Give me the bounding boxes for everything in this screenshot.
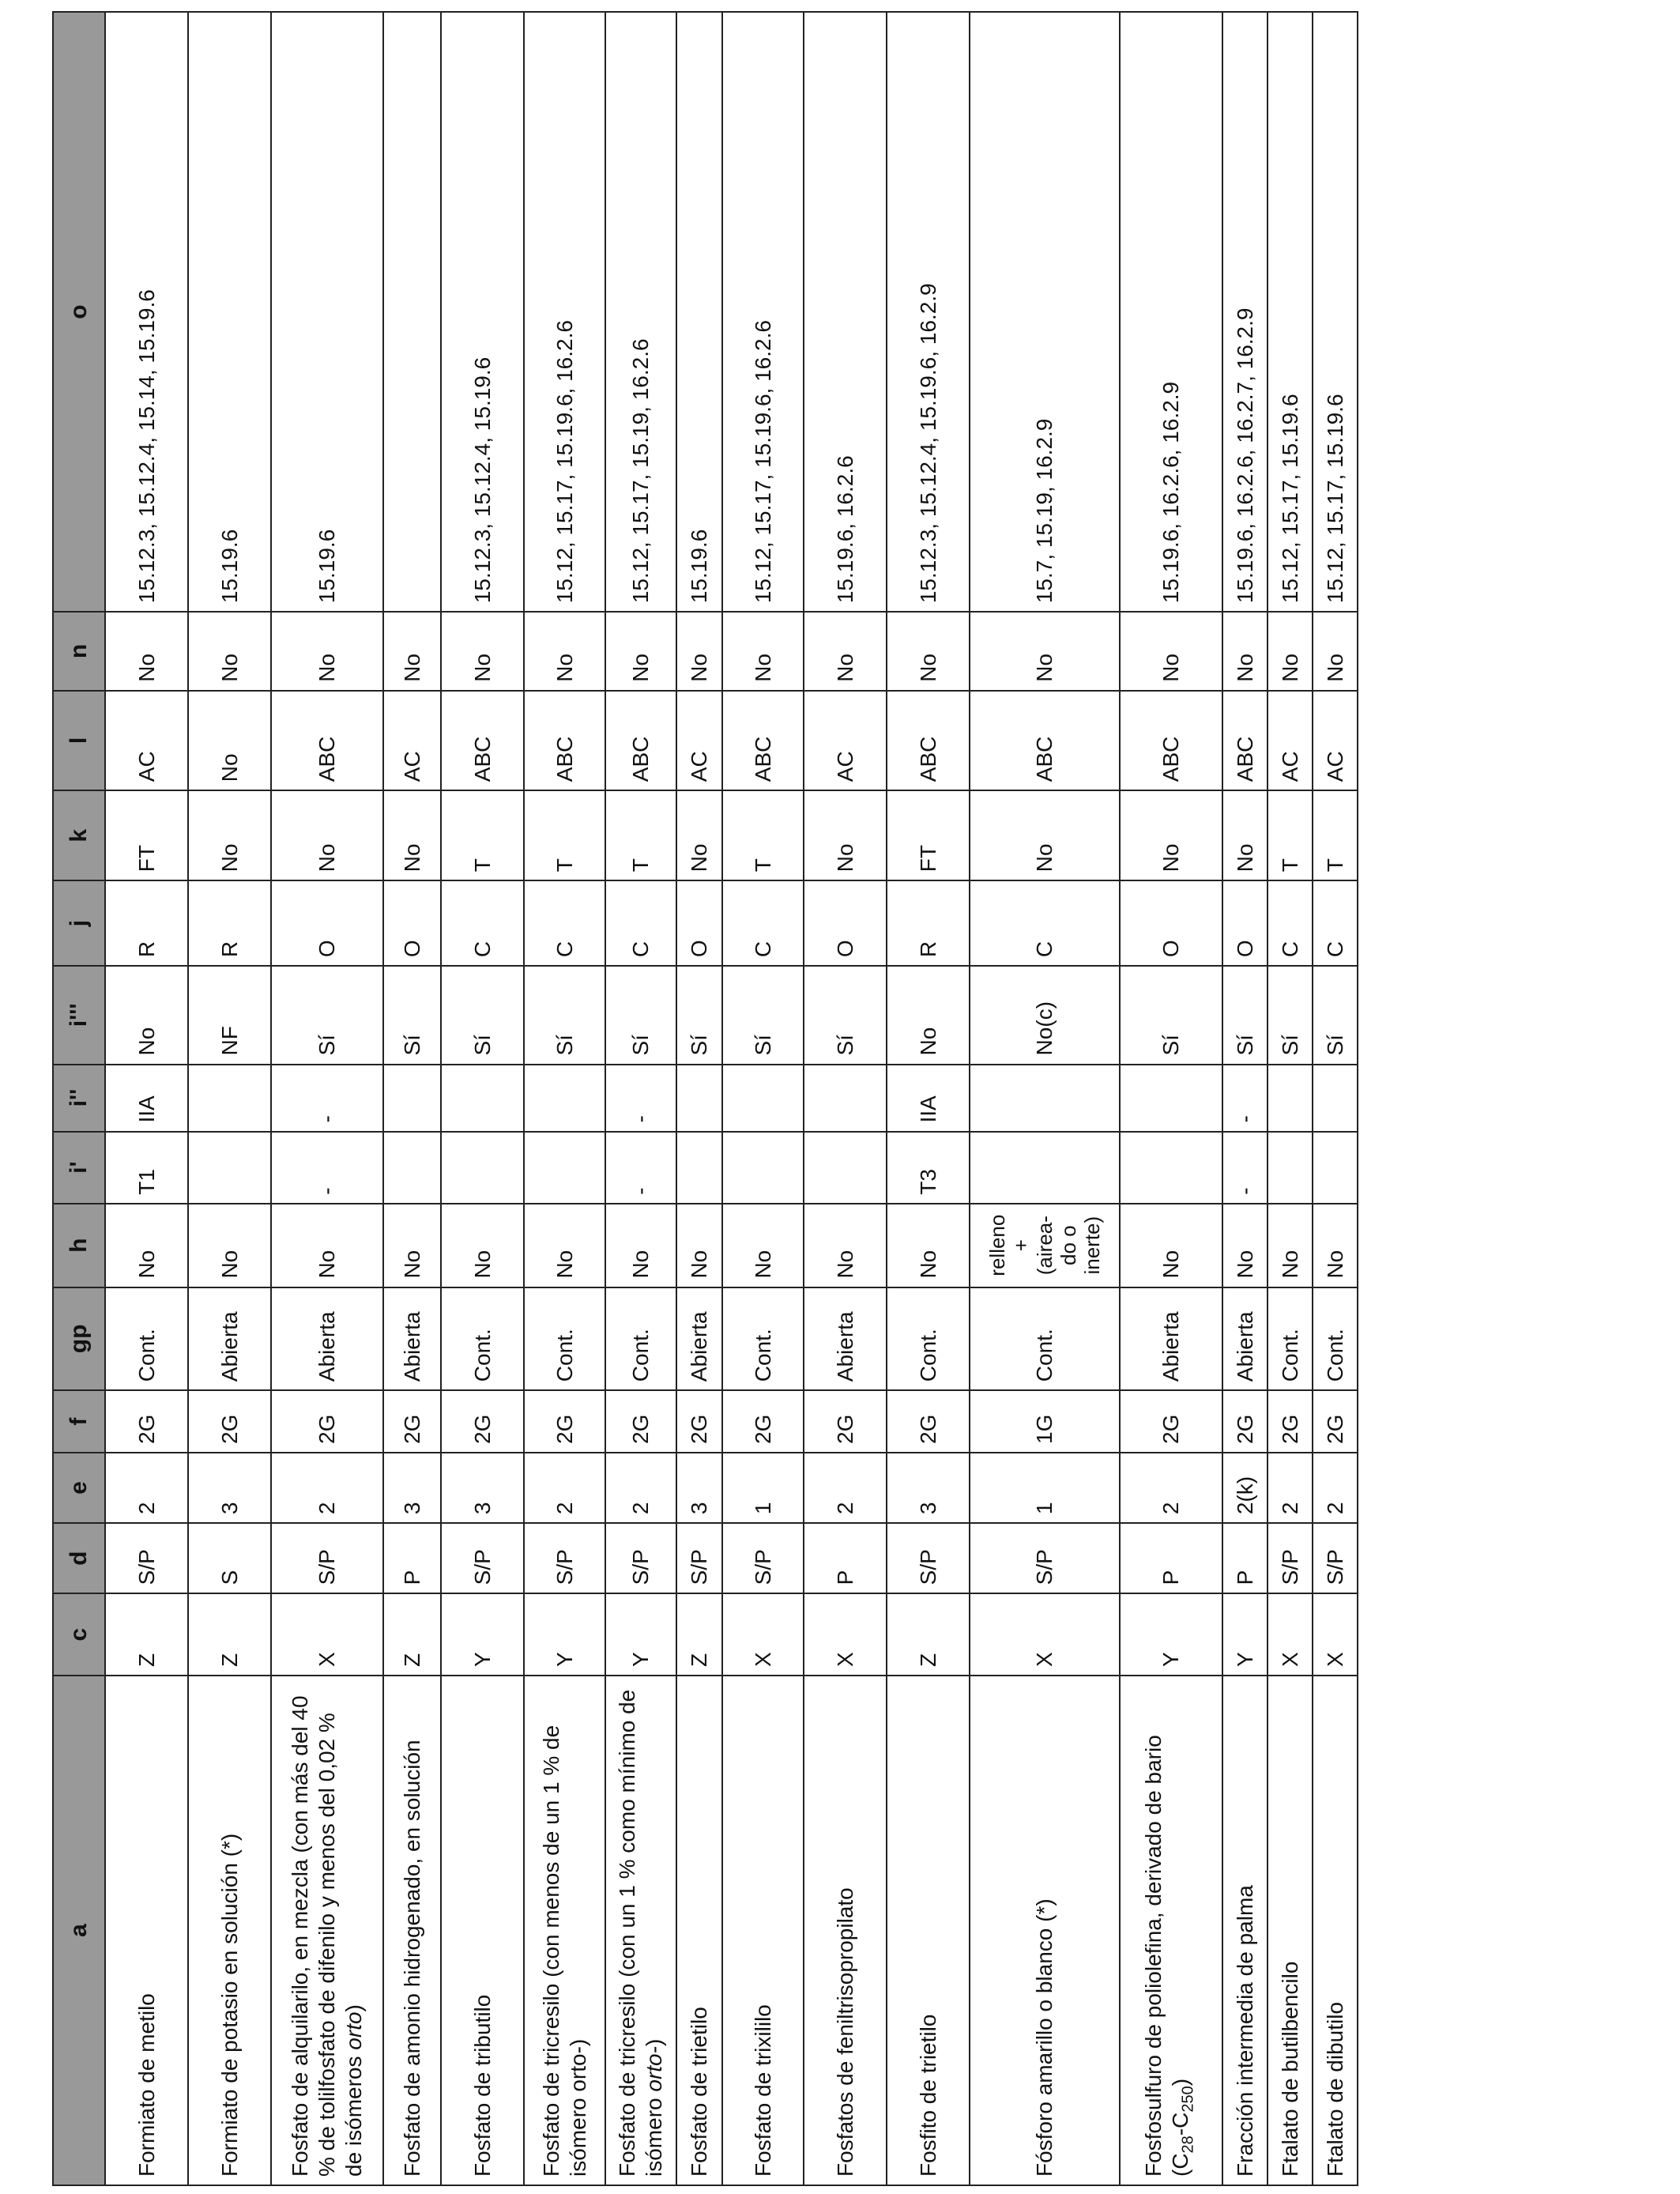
table-row xyxy=(105,12,188,2185)
cell-n: No xyxy=(383,612,441,691)
cell-f: 2G xyxy=(1222,1390,1268,1453)
table-row xyxy=(1313,12,1358,2185)
cell-gp: Cont. xyxy=(722,1287,804,1391)
cell-n: No xyxy=(524,612,605,691)
cell-e: 3 xyxy=(383,1453,441,1523)
cell-k: T xyxy=(441,790,524,880)
cell-l: ABC xyxy=(271,691,383,791)
cell-a: Fosfato de amonio hidrogenado, en solución xyxy=(383,1676,441,2185)
cell-i3: Sí xyxy=(383,966,441,1064)
cell-i2 xyxy=(970,1065,1120,1132)
cell-a: Fosfato de trixililo xyxy=(722,1676,804,2185)
cell-f: 2G xyxy=(605,1390,676,1453)
cell-c: Z xyxy=(887,1593,970,1676)
cell-i3: Sí xyxy=(722,966,804,1064)
header-n: n xyxy=(53,612,105,691)
cell-i3: Sí xyxy=(1120,966,1222,1064)
cell-o: 15.12.3, 15.12.4, 15.14, 15.19.6 xyxy=(105,12,188,612)
cell-n: No xyxy=(970,612,1120,691)
cell-i1 xyxy=(524,1132,605,1204)
cell-k: No xyxy=(1222,790,1268,880)
cell-n: No xyxy=(188,612,271,691)
cell-f: 2G xyxy=(1120,1390,1222,1453)
header-c: c xyxy=(53,1593,105,1676)
cell-k: T xyxy=(524,790,605,880)
header-a: a xyxy=(53,1676,105,2185)
cell-c: X xyxy=(804,1593,887,1676)
cell-j: O xyxy=(1222,880,1268,966)
cell-d: S/P xyxy=(105,1523,188,1593)
cell-e: 1 xyxy=(970,1453,1120,1523)
cell-n: No xyxy=(105,612,188,691)
cell-i2 xyxy=(383,1065,441,1132)
cell-f: 2G xyxy=(1268,1390,1313,1453)
cell-a: Fracción intermedia de palma xyxy=(1222,1676,1268,2185)
cell-k: No xyxy=(676,790,722,880)
table-row xyxy=(441,12,524,2185)
cell-k: T xyxy=(1313,790,1358,880)
cell-j: C xyxy=(722,880,804,966)
cell-e: 3 xyxy=(887,1453,970,1523)
cell-e: 2 xyxy=(1313,1453,1358,1523)
cell-i2: IIA xyxy=(105,1065,188,1132)
cell-k: No xyxy=(970,790,1120,880)
header-j: j xyxy=(53,880,105,966)
cell-f: 2G xyxy=(383,1390,441,1453)
cell-i3: Sí xyxy=(1313,966,1358,1064)
cell-f: 2G xyxy=(722,1390,804,1453)
cell-j: C xyxy=(970,880,1120,966)
table-row xyxy=(887,12,970,2185)
cell-k: No xyxy=(383,790,441,880)
cell-e: 3 xyxy=(188,1453,271,1523)
cell-gp: Cont. xyxy=(970,1287,1120,1391)
cell-l: ABC xyxy=(524,691,605,791)
cell-a: Fosfato de tricresilo (con un 1 % como mínimo de isómero orto-) xyxy=(605,1676,676,2185)
cell-i2: - xyxy=(605,1065,676,1132)
cell-f: 2G xyxy=(524,1390,605,1453)
cell-o: 15.12.3, 15.12.4, 15.19.6 xyxy=(441,12,524,612)
cell-e: 2 xyxy=(1268,1453,1313,1523)
cell-i3: Sí xyxy=(1268,966,1313,1064)
cell-l: ABC xyxy=(441,691,524,791)
header-i3: i''' xyxy=(53,966,105,1064)
cell-gp: Cont. xyxy=(441,1287,524,1391)
cell-a: Fosfato de trietilo xyxy=(676,1676,722,2185)
cell-gp: Abierta xyxy=(1120,1287,1222,1391)
cell-k: T xyxy=(605,790,676,880)
cell-i3: Sí xyxy=(804,966,887,1064)
cell-i3: Sí xyxy=(441,966,524,1064)
cell-gp: Abierta xyxy=(1222,1287,1268,1391)
cell-k: No xyxy=(271,790,383,880)
cell-f: 2G xyxy=(188,1390,271,1453)
cell-gp: Cont. xyxy=(524,1287,605,1391)
cell-d: P xyxy=(804,1523,887,1593)
cell-a: Fosfato de tributilo xyxy=(441,1676,524,2185)
table-row xyxy=(271,12,383,2185)
cell-e: 2 xyxy=(804,1453,887,1523)
cell-i3: Sí xyxy=(676,966,722,1064)
cell-k: FT xyxy=(105,790,188,880)
cell-j: C xyxy=(1313,880,1358,966)
cell-d: S/P xyxy=(1268,1523,1313,1593)
cell-i1 xyxy=(1313,1132,1358,1204)
cell-o: 15.19.6 xyxy=(188,12,271,612)
cell-o: 15.12, 15.17, 15.19.6, 16.2.6 xyxy=(722,12,804,612)
cell-f: 2G xyxy=(804,1390,887,1453)
cell-gp: Cont. xyxy=(105,1287,188,1391)
cell-o: 15.19.6, 16.2.6, 16.2.9 xyxy=(1120,12,1222,612)
cell-j: O xyxy=(383,880,441,966)
cell-j: O xyxy=(804,880,887,966)
cell-i1 xyxy=(383,1132,441,1204)
cell-i3: No(c) xyxy=(970,966,1120,1064)
header-l: l xyxy=(53,691,105,791)
cell-h: relleno + (airea- do o inerte) xyxy=(970,1204,1120,1287)
cell-i1: - xyxy=(1222,1132,1268,1204)
header-f: f xyxy=(53,1390,105,1453)
header-i2: i'' xyxy=(53,1065,105,1132)
cell-a: Formiato de potasio en solución (*) xyxy=(188,1676,271,2185)
cell-l: AC xyxy=(676,691,722,791)
cell-o: 15.7, 15.19, 16.2.9 xyxy=(970,12,1120,612)
cell-i1: - xyxy=(605,1132,676,1204)
cell-a: Fosfito de trietilo xyxy=(887,1676,970,2185)
cell-e: 2(k) xyxy=(1222,1453,1268,1523)
cell-c: Z xyxy=(188,1593,271,1676)
cell-j: R xyxy=(188,880,271,966)
cell-n: No xyxy=(1120,612,1222,691)
cell-i2 xyxy=(1120,1065,1222,1132)
cell-n: No xyxy=(441,612,524,691)
cell-i2 xyxy=(676,1065,722,1132)
cell-n: No xyxy=(722,612,804,691)
cell-h: No xyxy=(1222,1204,1268,1287)
cell-i2: - xyxy=(1222,1065,1268,1132)
cell-d: P xyxy=(1120,1523,1222,1593)
cell-gp: Abierta xyxy=(188,1287,271,1391)
cell-l: AC xyxy=(105,691,188,791)
cell-h: No xyxy=(441,1204,524,1287)
cell-o: 15.12, 15.17, 15.19.6 xyxy=(1268,12,1313,612)
cell-l: No xyxy=(188,691,271,791)
cell-n: No xyxy=(676,612,722,691)
cell-d: P xyxy=(383,1523,441,1593)
cell-o: 15.12, 15.17, 15.19.6, 16.2.6 xyxy=(524,12,605,612)
cell-h: No xyxy=(105,1204,188,1287)
header-row xyxy=(53,12,105,2185)
cell-i1: T1 xyxy=(105,1132,188,1204)
cell-l: AC xyxy=(1313,691,1358,791)
cell-c: Y xyxy=(1120,1593,1222,1676)
cell-k: T xyxy=(722,790,804,880)
cell-f: 2G xyxy=(441,1390,524,1453)
cell-i2 xyxy=(722,1065,804,1132)
cell-f: 2G xyxy=(676,1390,722,1453)
cell-e: 2 xyxy=(1120,1453,1222,1523)
table-row xyxy=(676,12,722,2185)
cell-h: No xyxy=(804,1204,887,1287)
cell-gp: Abierta xyxy=(383,1287,441,1391)
cell-o: 15.19.6 xyxy=(271,12,383,612)
cell-h: No xyxy=(524,1204,605,1287)
cell-i1: - xyxy=(271,1132,383,1204)
cell-i2 xyxy=(188,1065,271,1132)
cell-i1 xyxy=(441,1132,524,1204)
cell-c: Y xyxy=(605,1593,676,1676)
cell-c: X xyxy=(970,1593,1120,1676)
cell-c: X xyxy=(722,1593,804,1676)
cell-a: Fosfato de tricresilo (con menos de un 1 % de isómero orto-) xyxy=(524,1676,605,2185)
cell-h: No xyxy=(1120,1204,1222,1287)
cell-l: ABC xyxy=(1222,691,1268,791)
cell-j: O xyxy=(676,880,722,966)
cell-o: 15.12, 15.17, 15.19, 16.2.6 xyxy=(605,12,676,612)
cell-d: S/P xyxy=(441,1523,524,1593)
cell-c: Z xyxy=(676,1593,722,1676)
cell-i1: T3 xyxy=(887,1132,970,1204)
table-row xyxy=(383,12,441,2185)
cell-e: 2 xyxy=(605,1453,676,1523)
cell-c: X xyxy=(271,1593,383,1676)
cell-c: Y xyxy=(441,1593,524,1676)
cell-gp: Abierta xyxy=(271,1287,383,1391)
cell-i1 xyxy=(1268,1132,1313,1204)
cell-n: No xyxy=(1313,612,1358,691)
cell-i2 xyxy=(804,1065,887,1132)
cell-i3: Sí xyxy=(605,966,676,1064)
cell-a: Ftalato de dibutilo xyxy=(1313,1676,1358,2185)
cell-i3: No xyxy=(105,966,188,1064)
cell-c: X xyxy=(1313,1593,1358,1676)
cell-gp: Cont. xyxy=(1313,1287,1358,1391)
substance-table xyxy=(52,11,1358,2186)
cell-d: S/P xyxy=(1313,1523,1358,1593)
cell-a: Formiato de metilo xyxy=(105,1676,188,2185)
header-h: h xyxy=(53,1204,105,1287)
cell-l: ABC xyxy=(1120,691,1222,791)
cell-d: S xyxy=(188,1523,271,1593)
cell-l: AC xyxy=(804,691,887,791)
cell-i3: Sí xyxy=(524,966,605,1064)
cell-f: 2G xyxy=(105,1390,188,1453)
cell-c: Y xyxy=(524,1593,605,1676)
cell-l: ABC xyxy=(887,691,970,791)
cell-d: S/P xyxy=(605,1523,676,1593)
cell-n: No xyxy=(271,612,383,691)
cell-n: No xyxy=(605,612,676,691)
cell-e: 2 xyxy=(271,1453,383,1523)
cell-i1 xyxy=(804,1132,887,1204)
cell-j: C xyxy=(605,880,676,966)
cell-i3: Sí xyxy=(1222,966,1268,1064)
cell-d: S/P xyxy=(524,1523,605,1593)
cell-h: No xyxy=(188,1204,271,1287)
table-row xyxy=(188,12,271,2185)
cell-i2: - xyxy=(271,1065,383,1132)
cell-l: ABC xyxy=(605,691,676,791)
cell-i2 xyxy=(1313,1065,1358,1132)
cell-j: R xyxy=(105,880,188,966)
cell-l: ABC xyxy=(722,691,804,791)
cell-o xyxy=(383,12,441,612)
cell-i1 xyxy=(676,1132,722,1204)
cell-j: O xyxy=(271,880,383,966)
table-row xyxy=(804,12,887,2185)
cell-f: 2G xyxy=(887,1390,970,1453)
cell-h: No xyxy=(676,1204,722,1287)
cell-i2 xyxy=(441,1065,524,1132)
cell-e: 2 xyxy=(105,1453,188,1523)
cell-gp: Abierta xyxy=(804,1287,887,1391)
cell-n: No xyxy=(887,612,970,691)
header-gp: gp xyxy=(53,1287,105,1391)
cell-d: S/P xyxy=(676,1523,722,1593)
table-row xyxy=(1222,12,1268,2185)
cell-i2 xyxy=(524,1065,605,1132)
cell-h: No xyxy=(722,1204,804,1287)
cell-n: No xyxy=(804,612,887,691)
cell-c: Y xyxy=(1222,1593,1268,1676)
cell-h: No xyxy=(887,1204,970,1287)
cell-a: Fosfosulfuro de poliolefina, derivado de bario $(C_{28}-C_{250})$ xyxy=(1120,1676,1222,2185)
cell-f: 2G xyxy=(1313,1390,1358,1453)
cell-j: C xyxy=(1268,880,1313,966)
cell-d: S/P xyxy=(970,1523,1120,1593)
cell-a: Fósforo amarillo o blanco (*) xyxy=(970,1676,1120,2185)
cell-l: AC xyxy=(383,691,441,791)
cell-k: No xyxy=(188,790,271,880)
cell-i3: No xyxy=(887,966,970,1064)
table-row xyxy=(970,12,1120,2185)
cell-gp: Cont. xyxy=(605,1287,676,1391)
cell-n: No xyxy=(1268,612,1313,691)
cell-o: 15.19.6 xyxy=(676,12,722,612)
cell-gp: Abierta xyxy=(676,1287,722,1391)
cell-d: P xyxy=(1222,1523,1268,1593)
cell-l: ABC xyxy=(970,691,1120,791)
cell-h: No xyxy=(271,1204,383,1287)
cell-o: 15.19.6, 16.2.6 xyxy=(804,12,887,612)
cell-i2: IIA xyxy=(887,1065,970,1132)
cell-e: 3 xyxy=(676,1453,722,1523)
cell-a: Ftalato de butilbencilo xyxy=(1268,1676,1313,2185)
table-row xyxy=(1120,12,1222,2185)
cell-j: C xyxy=(441,880,524,966)
table-row xyxy=(605,12,676,2185)
table-row xyxy=(722,12,804,2185)
cell-d: S/P xyxy=(887,1523,970,1593)
cell-f: 1G xyxy=(970,1390,1120,1453)
cell-c: Z xyxy=(105,1593,188,1676)
cell-e: 3 xyxy=(441,1453,524,1523)
header-i1: i' xyxy=(53,1132,105,1204)
cell-h: No xyxy=(1268,1204,1313,1287)
cell-i2 xyxy=(1268,1065,1313,1132)
cell-e: 2 xyxy=(524,1453,605,1523)
cell-d: S/P xyxy=(722,1523,804,1593)
cell-a: Fosfato de alquilarilo, en mezcla (con más del 40 % de tolilfosfato de difenilo y menos del 0,02 % de isómeros orto) xyxy=(271,1676,383,2185)
cell-c: X xyxy=(1268,1593,1313,1676)
table-row xyxy=(524,12,605,2185)
cell-d: S/P xyxy=(271,1523,383,1593)
cell-gp: Cont. xyxy=(887,1287,970,1391)
cell-k: FT xyxy=(887,790,970,880)
cell-i1 xyxy=(722,1132,804,1204)
header-d: d xyxy=(53,1523,105,1593)
cell-c: Z xyxy=(383,1593,441,1676)
cell-gp: Cont. xyxy=(1268,1287,1313,1391)
cell-h: No xyxy=(383,1204,441,1287)
cell-l: AC xyxy=(1268,691,1313,791)
cell-a: Fosfatos de feniltrisopropilato xyxy=(804,1676,887,2185)
header-k: k xyxy=(53,790,105,880)
cell-i1 xyxy=(1120,1132,1222,1204)
cell-h: No xyxy=(1313,1204,1358,1287)
cell-k: No xyxy=(1120,790,1222,880)
cell-i1 xyxy=(970,1132,1120,1204)
cell-j: O xyxy=(1120,880,1222,966)
cell-h: No xyxy=(605,1204,676,1287)
cell-k: T xyxy=(1268,790,1313,880)
header-o: o xyxy=(53,12,105,612)
cell-i1 xyxy=(188,1132,271,1204)
table-row xyxy=(1268,12,1313,2185)
cell-n: No xyxy=(1222,612,1268,691)
cell-o: 15.19.6, 16.2.6, 16.2.7, 16.2.9 xyxy=(1222,12,1268,612)
cell-o: 15.12.3, 15.12.4, 15.19.6, 16.2.9 xyxy=(887,12,970,612)
cell-f: 2G xyxy=(271,1390,383,1453)
cell-i3: NF xyxy=(188,966,271,1064)
cell-k: No xyxy=(804,790,887,880)
cell-i3: Sí xyxy=(271,966,383,1064)
header-e: e xyxy=(53,1453,105,1523)
cell-e: 1 xyxy=(722,1453,804,1523)
cell-o: 15.12, 15.17, 15.19.6 xyxy=(1313,12,1358,612)
cell-j: C xyxy=(524,880,605,966)
cell-j: R xyxy=(887,880,970,966)
